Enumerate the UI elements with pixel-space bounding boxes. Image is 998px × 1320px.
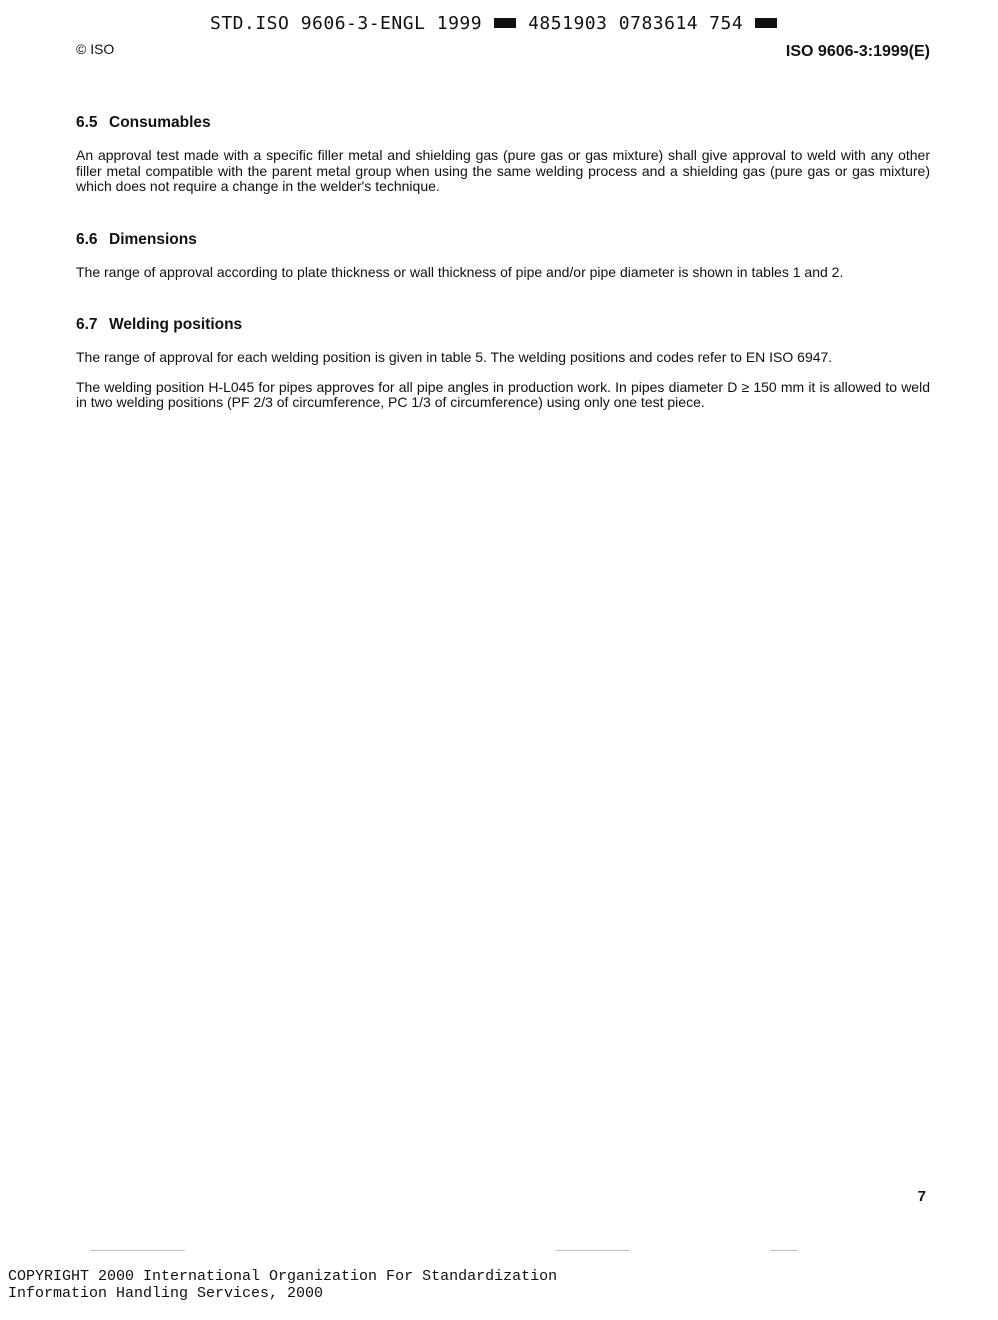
scan-rule <box>90 1250 185 1251</box>
copyright-footer <box>8 1268 557 1302</box>
stamp-serial-b: 754 <box>709 12 744 34</box>
stamp-bar-mark <box>494 18 516 28</box>
section-title: Welding positions <box>109 316 243 333</box>
section-number: 6.6 <box>76 230 98 248</box>
paragraph: The welding position H-L045 for pipes approves for all pipe angles in production work. In pipes diameter D ≥ 150 mm it is allowed to weld in two welding positions (PF 2/3 of circumference, PC 1/3 of circumference) using only one test piece. <box>76 378 930 410</box>
paragraph: An approval test made with a specific filler metal and shielding gas (pure gas or gas mixture) shall give approval to weld with any other filler metal compatible with the parent metal group when using the same welding process and a shielding gas (pure gas or gas mixture) which does not require a change in the welder's technique. <box>76 147 930 194</box>
scan-rule <box>770 1250 798 1251</box>
copyright-notice: © ISO <box>76 41 115 57</box>
section-welding-positions <box>76 316 930 411</box>
section-title: Consumables <box>109 114 211 131</box>
document-stamp <box>210 10 850 36</box>
page-number: 7 <box>917 1188 926 1205</box>
document-body <box>76 114 930 425</box>
paragraph: The range of approval according to plate thickness or wall thickness of pipe and/or pipe diameter is shown in tables 1 and 2. <box>76 263 844 280</box>
footer-line: Information Handling Services, 2000 <box>8 1285 324 1302</box>
section-consumables <box>76 114 930 195</box>
paragraph: The range of approval for each welding position is given in table 5. The welding positions and codes refer to EN ISO 6947. <box>76 349 833 365</box>
section-number: 6.7 <box>76 316 98 333</box>
stamp-bar-mark-end <box>755 18 777 28</box>
section-heading <box>76 114 930 132</box>
section-number: 6.5 <box>76 114 98 131</box>
stamp-serial-a: 4851903 0783614 <box>528 12 699 34</box>
section-dimensions <box>76 231 930 281</box>
scan-rule <box>555 1250 630 1251</box>
standard-id: ISO 9606-3:1999(E) <box>785 43 930 60</box>
section-heading <box>76 316 930 334</box>
section-title: Dimensions <box>109 230 197 248</box>
footer-line: COPYRIGHT 2000 International Organization For Standardization <box>8 1268 558 1285</box>
stamp-doc-code: STD.ISO 9606-3-ENGL 1999 <box>210 12 483 34</box>
section-heading <box>76 231 930 249</box>
